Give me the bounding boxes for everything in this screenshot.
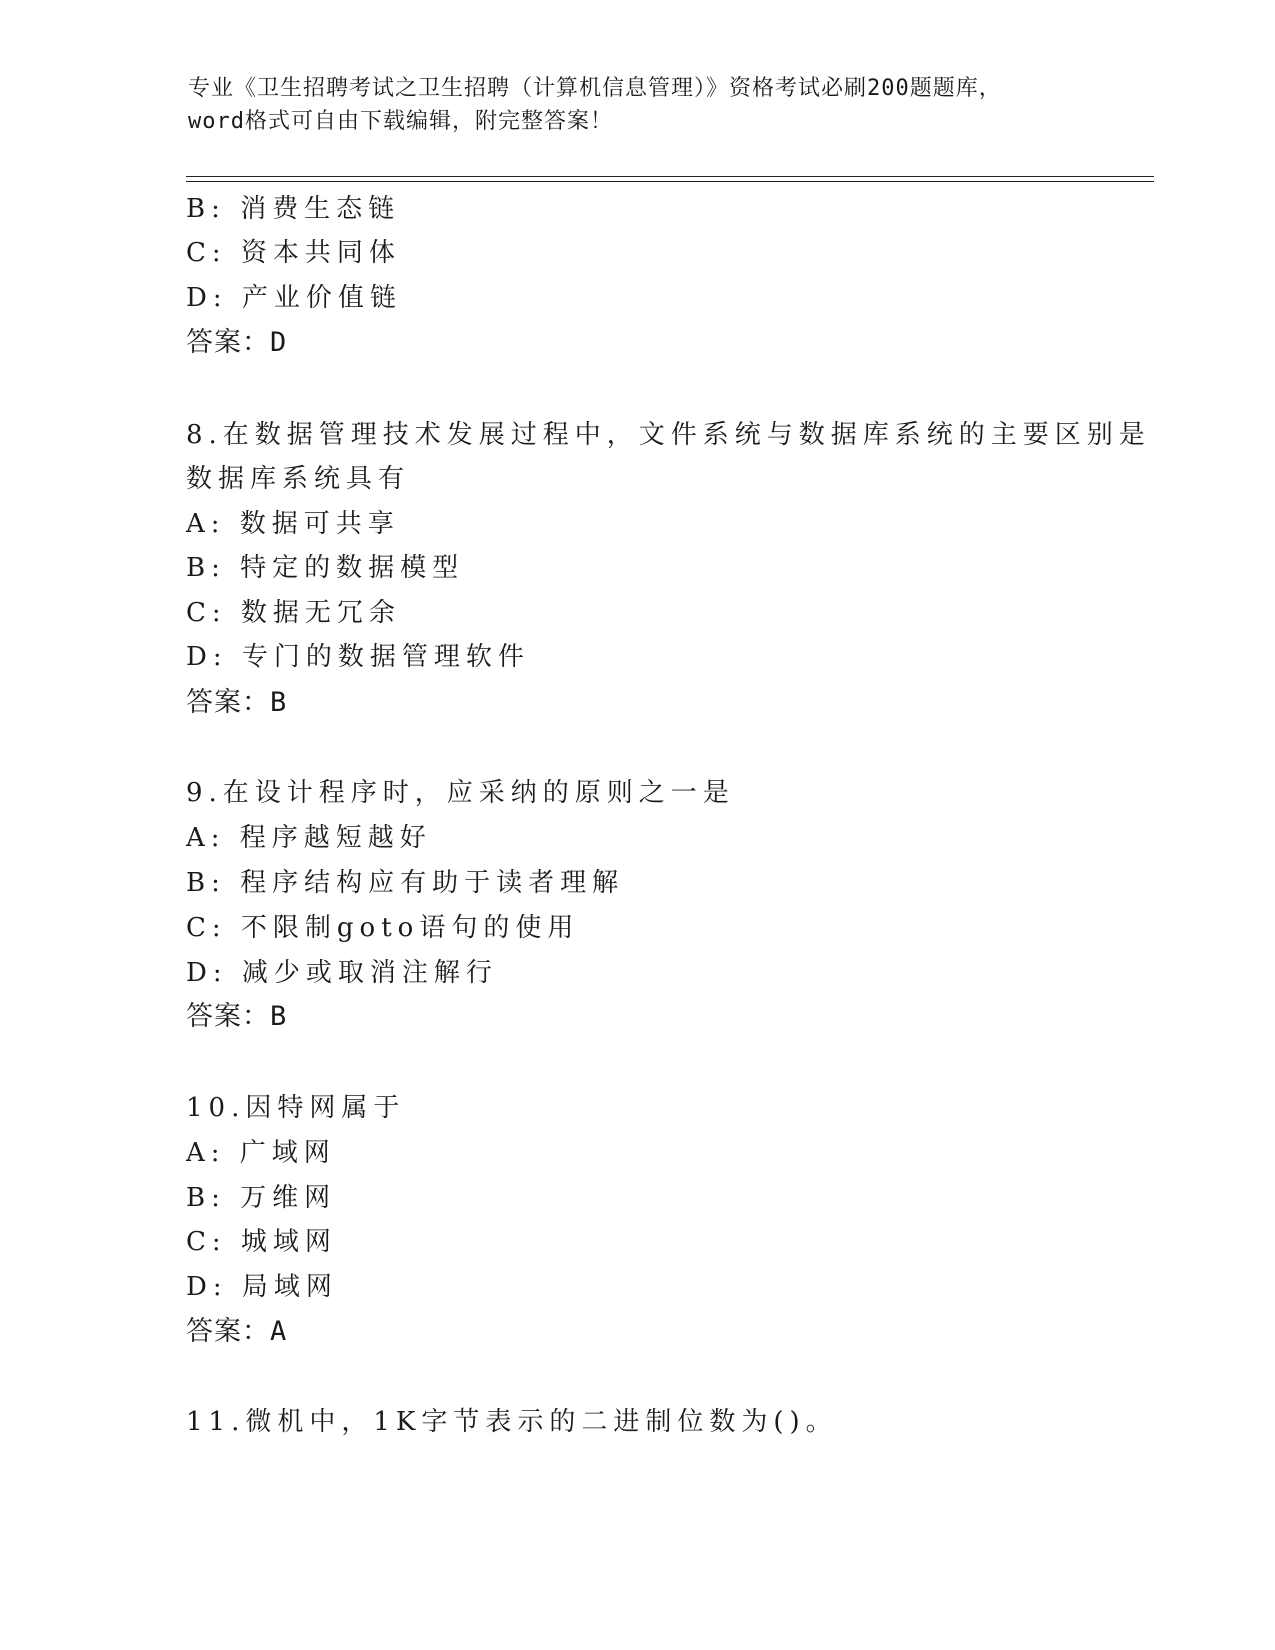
q9-option-d: D: 减少或取消注解行 xyxy=(186,958,498,988)
q8-answer: 答案：B xyxy=(186,687,288,718)
q7-option-c: C: 资本共同体 xyxy=(186,238,401,268)
document-header xyxy=(188,72,1088,138)
q8-option-a: A: 数据可共享 xyxy=(186,509,400,539)
q9-option-a: A: 程序越短越好 xyxy=(186,823,432,853)
q10-question: 10.因特网属于 xyxy=(186,1093,406,1123)
q10-option-d: D: 局域网 xyxy=(186,1272,338,1302)
q9-option-b: B: 程序结构应有助于读者理解 xyxy=(186,868,625,898)
header-line-2: word格式可自由下载编辑，附完整答案！ xyxy=(188,109,613,134)
q8-option-d: D: 专门的数据管理软件 xyxy=(186,642,530,672)
header-rule-top xyxy=(186,176,1154,177)
q7-answer: 答案：D xyxy=(186,327,288,358)
q8-question-line-2: 数据库系统具有 xyxy=(186,464,411,494)
q10-option-a: A: 广域网 xyxy=(186,1138,336,1168)
q9-answer: 答案：B xyxy=(186,1001,288,1032)
q10-answer: 答案：A xyxy=(186,1316,288,1347)
header-rule-bottom xyxy=(186,181,1154,182)
q8-option-b: B: 特定的数据模型 xyxy=(186,553,465,583)
q11-question: 11.微机中，1K字节表示的二进制位数为()。 xyxy=(186,1407,838,1437)
q10-option-b: B: 万维网 xyxy=(186,1183,337,1213)
q8-question-line-1: 8.在数据管理技术发展过程中，文件系统与数据库系统的主要区别是 xyxy=(186,420,1151,450)
q8-option-c: C: 数据无冗余 xyxy=(186,598,401,628)
q10-option-c: C: 城域网 xyxy=(186,1227,337,1257)
q7-option-d: D: 产业价值链 xyxy=(186,283,402,313)
q7-option-b: B: 消费生态链 xyxy=(186,194,401,224)
header-line-1: 专业《卫生招聘考试之卫生招聘（计算机信息管理）》资格考试必刷200题题库， xyxy=(188,76,1002,101)
q9-option-c: C: 不限制goto语句的使用 xyxy=(186,913,580,943)
q9-question: 9.在设计程序时，应采纳的原则之一是 xyxy=(186,778,735,808)
